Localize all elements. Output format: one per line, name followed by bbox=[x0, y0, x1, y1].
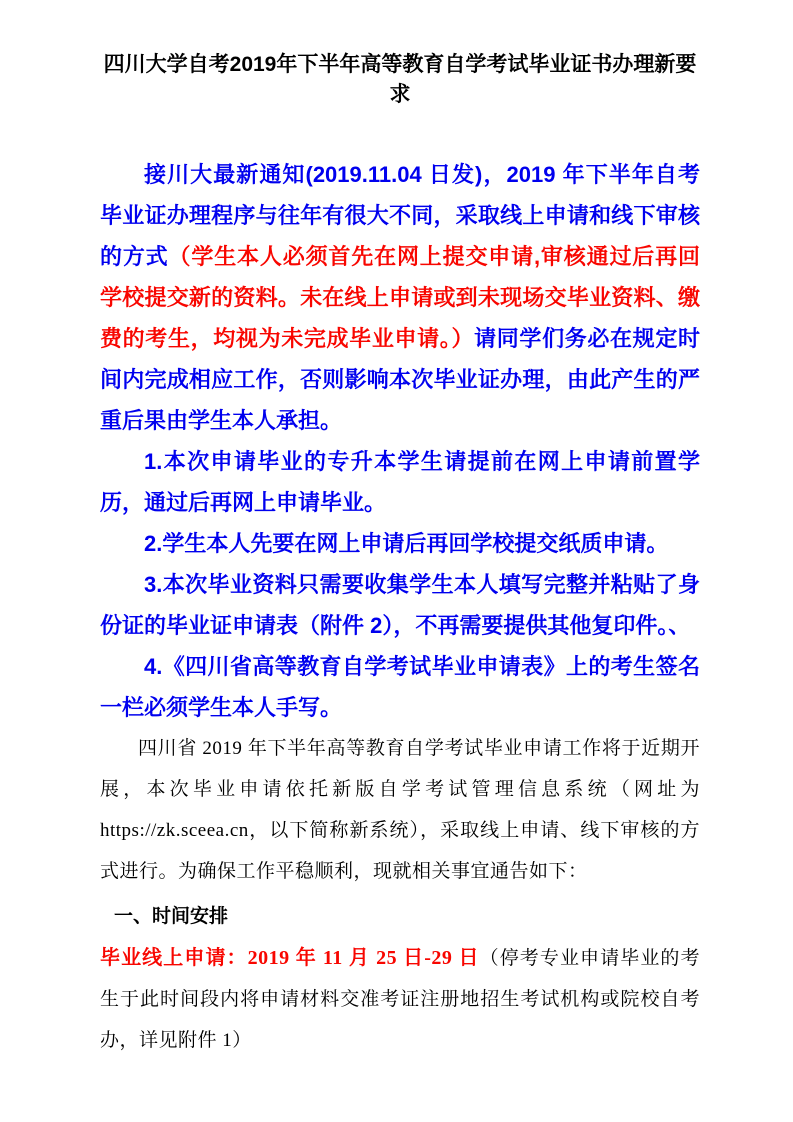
intro-text-blue-after: 请同学们务必在规定时间内完成相应工作，否则影响本次毕业证办理，由此产生的严重后果由学生本人承担。 bbox=[100, 326, 700, 433]
schedule-note: （停考专业申请毕业的考生于此时间段内将申请材料交准考证注册地招生考试机构或院校自考办，详见附件 1） bbox=[100, 948, 701, 1051]
schedule-date-range: 2019 年 11 月 25 日-29 日 bbox=[247, 947, 480, 969]
intro-paragraph bbox=[100, 154, 700, 441]
schedule-label: 毕业线上申请： bbox=[100, 947, 248, 969]
intro-text-blue-before: 接川大最新通知(2019.11.04 日发)，2019 年下半年自考毕业证办理程序与往年有很大不同，采取线上申请和线下审核的方式 bbox=[100, 162, 700, 269]
note-item-4: 4.《四川省高等教育自学考试毕业申请表》上的考生签名一栏必须学生本人手写。 bbox=[100, 654, 700, 720]
note-item-2: 2.学生本人先要在网上申请后再回学校提交纸质申请。 bbox=[144, 531, 669, 556]
intro-text-red-warning: （学生本人必须首先在网上提交申请,审核通过后再回学校提交新的资料。未在线上申请或到未现场交毕业资料、缴费的考生，均视为未完成毕业申请。） bbox=[100, 244, 700, 351]
note-item-1: 1.本次申请毕业的专升本学生请提前在网上申请前置学历，通过后再网上申请毕业。 bbox=[100, 449, 700, 515]
note-item-3: 3.本次毕业资料只需要收集学生本人填写完整并粘贴了身份证的毕业证申请表（附件 2），不再需要提供其他复印件。、 bbox=[100, 572, 700, 638]
section-heading-time-arrangement: 一、时间安排 bbox=[114, 906, 229, 927]
schedule-paragraph bbox=[100, 938, 700, 1061]
announcement-paragraph: 四川省 2019 年下半年高等教育自学考试毕业申请工作将于近期开展，本次毕业申请依托新版自学考试管理信息系统（网址为 https://zk.sceea.cn，以下简称新系统），采取线上申请、线下审核的方式进行。为确保工作平稳顺利，现就相关事宜通告如下： bbox=[100, 738, 700, 882]
document-title: 四川大学自考2019年下半年高等教育自学考试毕业证书办理新要求 bbox=[103, 53, 697, 106]
